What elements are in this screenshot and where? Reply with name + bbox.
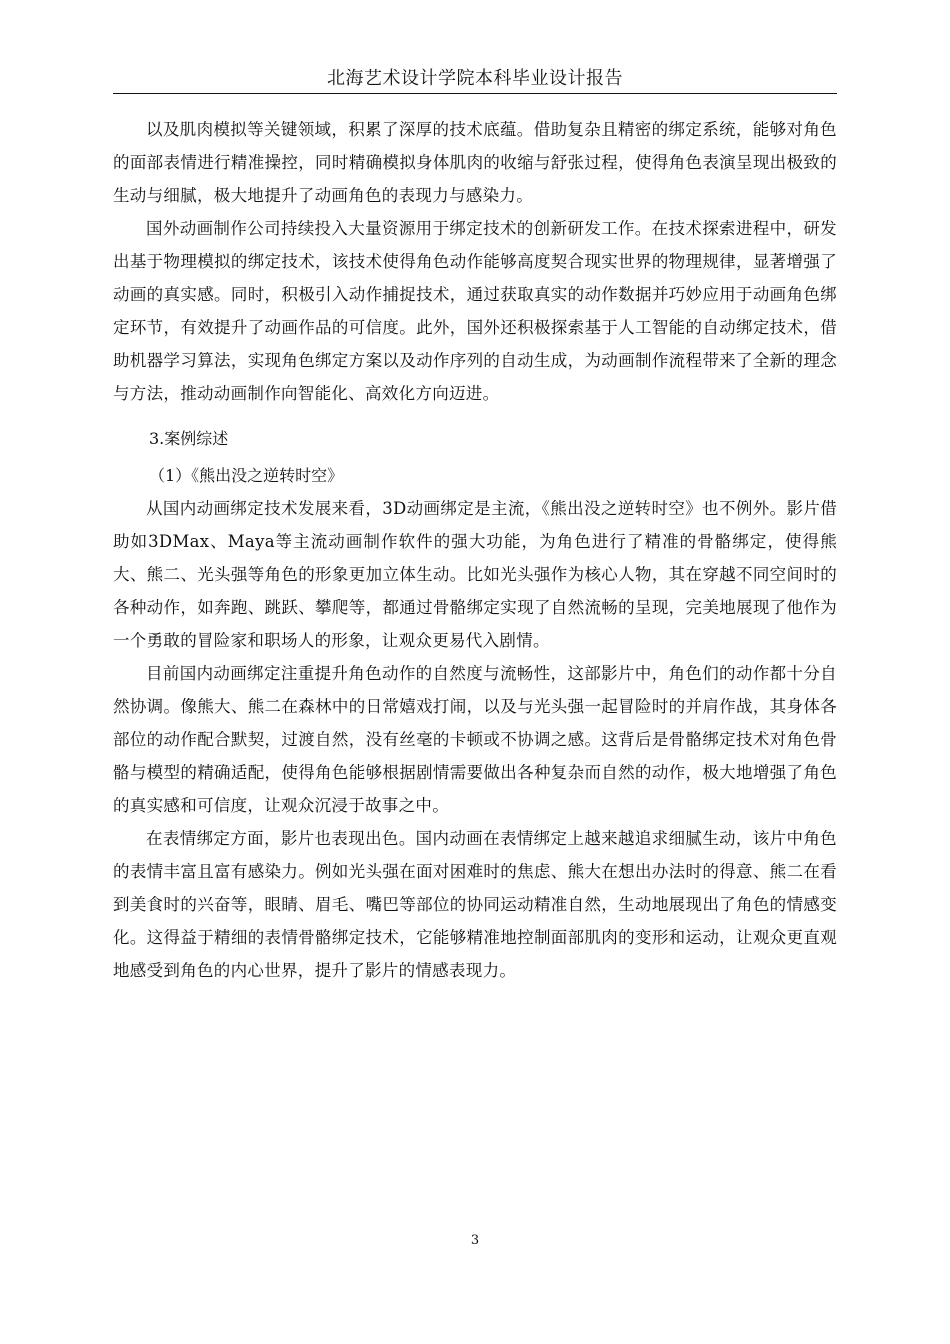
paragraph-facial-rigging: 在表情绑定方面，影片也表现出色。国内动画在表情绑定上越来越追求细腻生动，该片中角色的表情丰富且富有感染力。例如光头强在面对困难时的焦虑、熊大在想出办法时的得意、熊二在看到美食时的兴奋等，眼睛、眉毛、嘴巴等部位的协同运动精准自然，生动地展现出了角色的情感变化。这得益于精细的表情骨骼绑定技术，它能够精准地控制面部肌肉的变形和运动，让观众更直观地感受到角色的内心世界，提升了影片的情感表现力。 <box>113 829 837 980</box>
document-body <box>113 113 837 987</box>
paragraph-foreign-studios: 国外动画制作公司持续投入大量资源用于绑定技术的创新研发工作。在技术探索进程中，研发出基于物理模拟的绑定技术，该技术使得角色动作能够高度契合现实世界的物理规律，显著增强了动画的真实感。同时，积极引入动作捕捉技术，通过获取真实的动作数据并巧妙应用于动画角色绑定环节，有效提升了动画作品的可信度。此外，国外还积极探索基于人工智能的自动绑定技术，借助机器学习算法，实现角色绑定方案以及动作序列的自动生成，为动画制作流程带来了全新的理念与方法，推动动画制作向智能化、高效化方向迈进。 <box>113 219 837 403</box>
paragraph-motion-naturalness: 目前国内动画绑定注重提升角色动作的自然度与流畅性，这部影片中，角色们的动作都十分自然协调。像熊大、熊二在森林中的日常嬉戏打闹，以及与光头强一起冒险时的并肩作战，其身体各部位的动作配合默契，过渡自然，没有丝毫的卡顿或不协调之感。这背后是骨骼绑定技术对角色骨骼与模型的精确适配，使得角色能够根据剧情需要做出各种复杂而自然的动作，极大地增强了角色的真实感和可信度，让观众沉浸于故事之中。 <box>113 664 837 815</box>
page-header-title: 北海艺术设计学院本科毕业设计报告 <box>327 68 623 89</box>
page-number: 3 <box>470 1233 480 1248</box>
subsection-heading: （1）《熊出没之逆转时空》 <box>149 466 344 485</box>
paragraph-continued: 以及肌肉模拟等关键领域，积累了深厚的技术底蕴。借助复杂且精密的绑定系统，能够对角色的面部表情进行精准操控，同时精确模拟身体肌肉的收缩与舒张过程，使得角色表演呈现出极致的生动与细腻，极大地提升了动画角色的表现力与感染力。 <box>113 120 837 205</box>
section-heading: 3.案例综述 <box>149 429 229 448</box>
paragraph-case-overview: 从国内动画绑定技术发展来看，3D动画绑定是主流，《熊出没之逆转时空》也不例外。影片借助如3DMax、Maya等主流动画制作软件的强大功能，为角色进行了精准的骨骼绑定，使得熊大、熊二、光头强等角色的形象更加立体生动。比如光头强作为核心人物，其在穿越不同空间时的各种动作，如奔跑、跳跃、攀爬等，都通过骨骼绑定实现了自然流畅的呈现，完美地展现了他作为一个勇敢的冒险家和职场人的形象，让观众更易代入剧情。 <box>113 499 837 650</box>
header-divider <box>113 93 837 94</box>
